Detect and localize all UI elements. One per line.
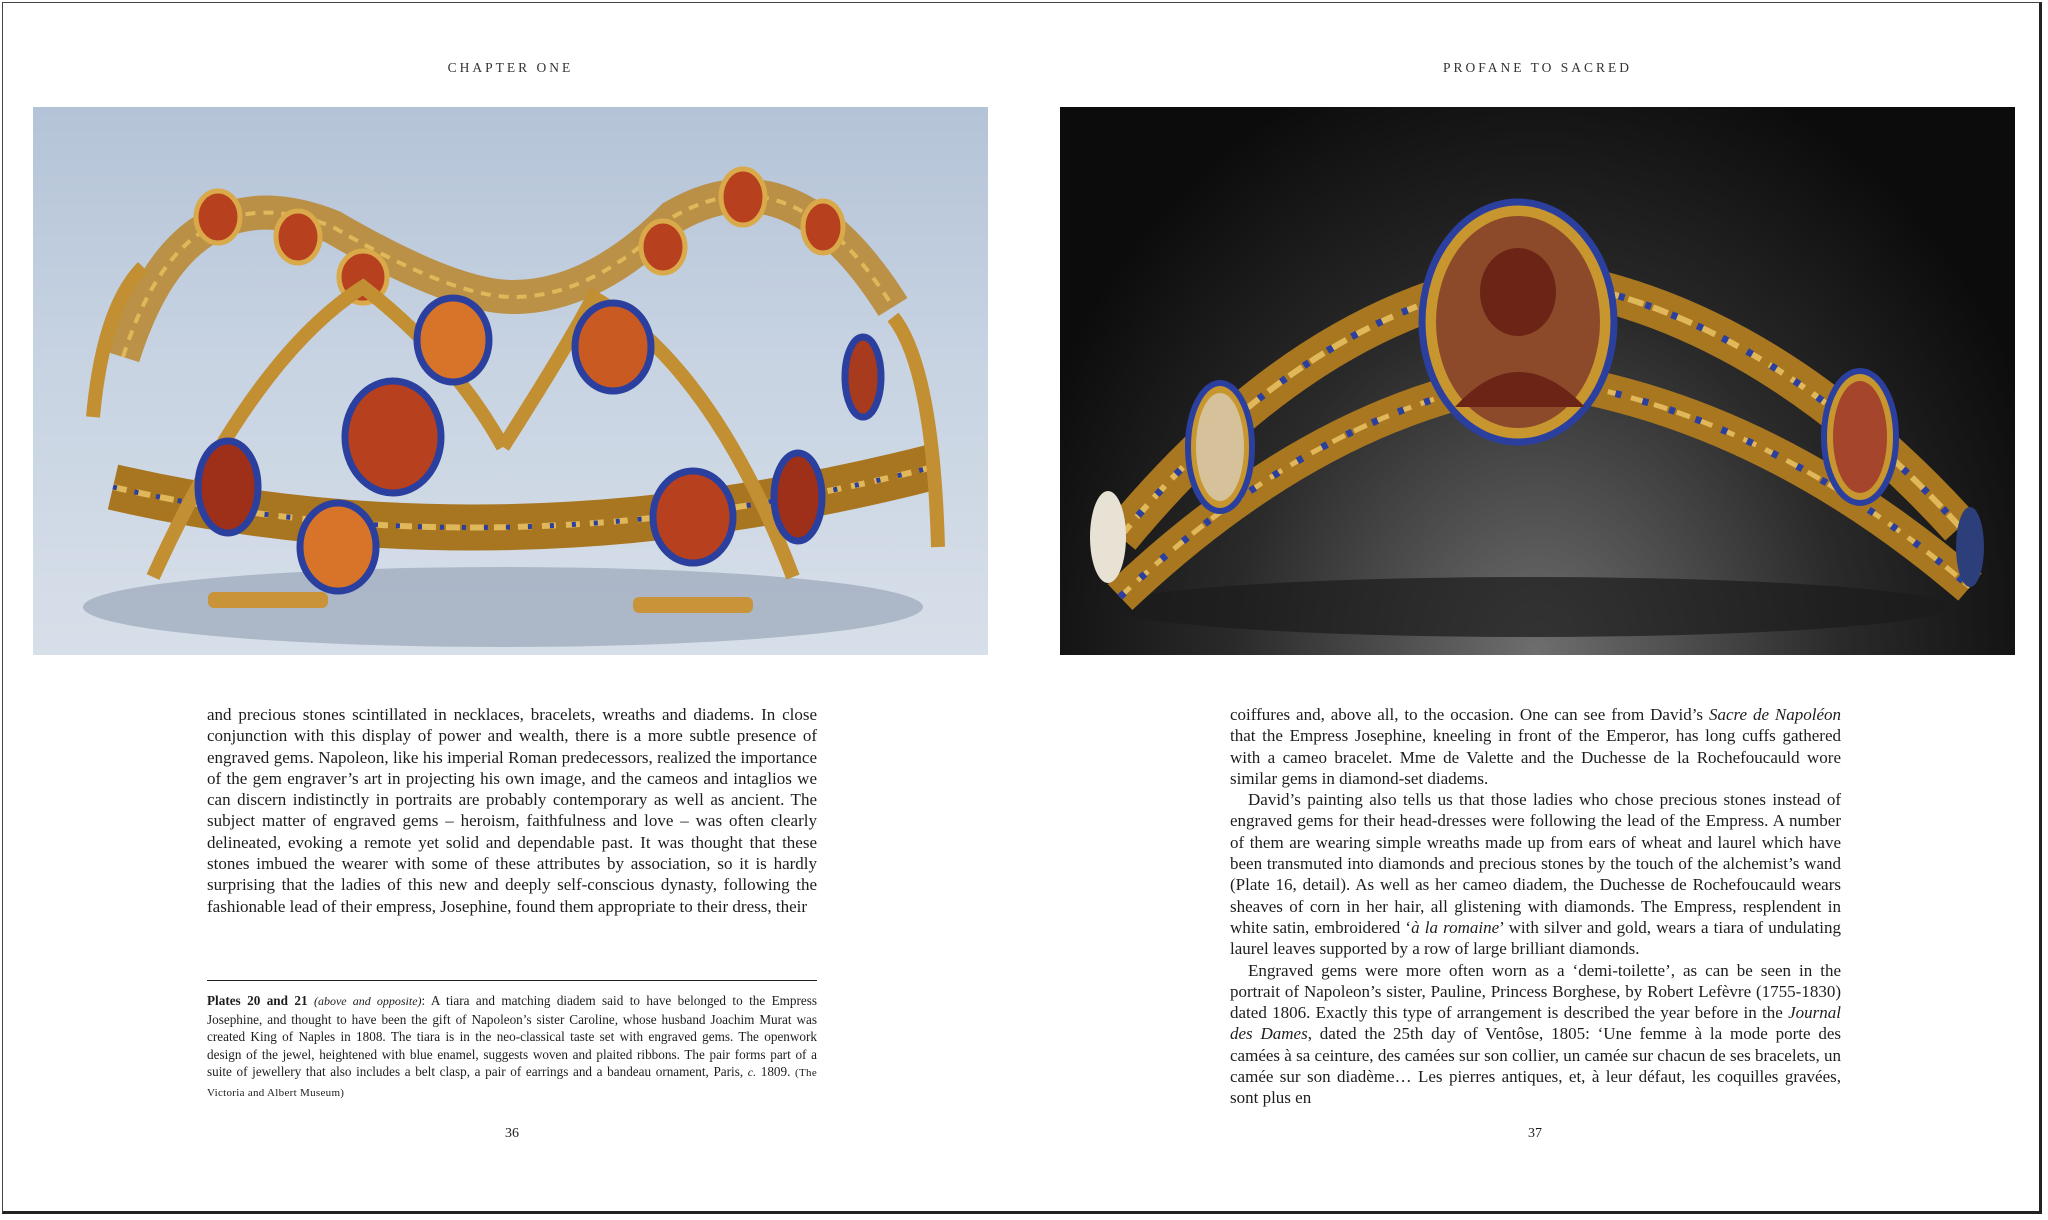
plate-20-tiara-photo [33, 107, 988, 655]
p3-journal-title: Journal des Dames [1230, 1003, 1841, 1044]
caption-label: Plates 20 and 21 [207, 993, 308, 1008]
caption-text: : A tiara and matching diadem said to have belonged to the Empress Josephine, and thought to have been the gift of Napoleon’s sister Caroline, whose husband Joachim Murat was created King of Naples in 1808. The tiara is in the neo-classical taste set with engraved gems. The openwork design of the jewel, heightened with blue enamel, suggests woven and plaited ribbons. The pair forms part of a suite of jewellery that also includes a belt clasp, a pair of earrings and a bandeau ornament, Paris, [207, 993, 818, 1080]
caption-aside: (above and opposite) [313, 994, 422, 1008]
p2-text-a: David’s painting also tells us that those ladies who chose precious stones instead of engraved gems for their head-dresses were following the lead of the Empress. A number of them are wearing simple wreaths made up from ears of wheat and laurel which have been transmuted into diamonds and precious stones by the touch of the alchemist’s wand (Plate 16, detail). As well as her cameo diadem, the Duchesse de Rochefoucauld wears sheaves of corn in her hair, all glistening with diamonds. The Empress, resplendent in white satin, embroidered ‘ [1230, 790, 1841, 937]
p1-text-a: coiffures and, above all, to the occasion. One can see from David’s [1230, 705, 1709, 724]
caption-year: 1809. [756, 1064, 796, 1080]
left-paragraph-1: and precious stones scintillated in necklaces, bracelets, wreaths and diadems. In close conjunction with this display of power and wealth, there is a more subtle presence of engraved gems. Napoleon, like his imperial Roman predecessors, realized the importance of the gem engraver’s art in projecting his own image, and the cameos and intaglios we can discern indistinctly in portraits are probably contemporary as well as ancient. The subject matter of engraved gems – heroism, faithfulness and love – was often clearly delineated, evoking a remote yet solid and dependable past. It was thought that these stones imbued the wearer with some of these attributes by association, so it is hardly surprising that the ladies of this new and deeply self-conscious dynasty, following the fashionable lead of their empress, Josephine, found them appropriate to their dress, their [207, 705, 817, 916]
caption-circa: c. [747, 1065, 757, 1080]
p1-artwork-title: Sacre de Napoléon [1708, 705, 1842, 724]
right-body-text [1230, 704, 1841, 1109]
page-number-right: 37 [1528, 1126, 1542, 1141]
p2-italic-phrase: à la romaine [1411, 917, 1500, 937]
running-head-left: CHAPTER ONE [447, 60, 574, 75]
plate-caption [207, 992, 817, 1103]
running-head-right: PROFANE TO SACRED [1442, 60, 1633, 75]
left-body-text [207, 704, 817, 917]
p2-text-b: ’ with silver and gold, wears a tiara of undulating laurel leaves supported by a row of large brilliant diamonds. [1230, 917, 1841, 959]
right-paragraph-3 [1230, 960, 1841, 1109]
right-paragraph-1 [1230, 704, 1841, 789]
p3-text-b: , dated the 25th day of Ventôse, 1805: ‘Une femme à la mode porte des camées à sa ceinture, des camées sur son collier, un camée sur chacun de ses bracelets, un camée sur son diadème… Les pierres antiques, et, à leur défaut, les coquilles gravées, sont plus en [1230, 1024, 1841, 1108]
plate-21-diadem-photo [1060, 107, 2015, 655]
right-paragraph-2 [1230, 789, 1841, 959]
caption-rule [207, 980, 817, 981]
p3-text-a: Engraved gems were more often worn as a ‘demi-toilette’, as can be seen in the portrait of Napoleon’s sister, Pauline, Princess Borghese, by Robert Lefèvre (1755-1830) dated 1806. Exactly this type of arrangement is described the year before in the [1230, 960, 1841, 1023]
page-number-left: 36 [505, 1126, 519, 1141]
p1-text-b: that the Empress Josephine, kneeling in front of the Emperor, has long cuffs gathered with a cameo bracelet. Mme de Valette and the Duchesse de la Rochefoucauld wore similar gems in diamond-set diadems. [1230, 726, 1841, 788]
caption-credit: (The Victoria and Albert Museum) [207, 1067, 818, 1099]
